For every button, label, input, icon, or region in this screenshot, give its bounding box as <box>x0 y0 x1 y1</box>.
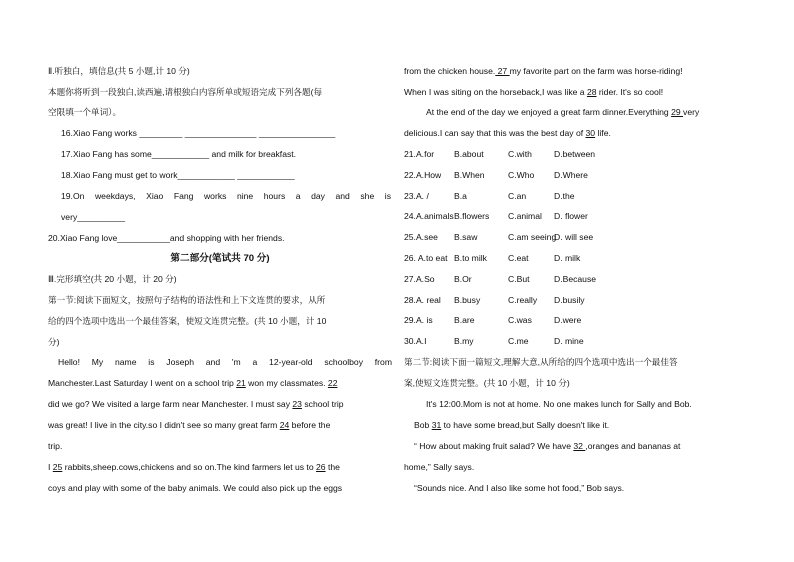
section-one-instruction-cont: 给的四个选项中选出一个最佳答案，使短文连贯完整。(共 10 小题，计 10 <box>48 316 327 326</box>
question-19: 19.On weekdays, Xiao Fang works nine hours a day and she is <box>61 191 391 201</box>
passage-line: “Sounds nice. And I also like some hot food,” Bob says. <box>414 483 625 493</box>
option-choice: D. mine <box>554 336 584 347</box>
passage-line: delicious.I can say that this was the best day of 30 life. <box>404 128 611 138</box>
option-choice: 26. A.to eat <box>404 253 448 263</box>
option-choice: B.a <box>454 190 467 201</box>
passage-line: I 25 rabbits,sheep.cows,chickens and so on.The kind farmers let us to 26 the <box>48 462 340 472</box>
passage-line: When I was siting on the horseback,I was like a 28 rider. It's so cool! <box>404 87 664 97</box>
blank-27: 27 <box>495 66 510 76</box>
passage-line: coys and play with some of the baby animals. We could also pick up the eggs <box>48 483 343 493</box>
option-choice: 21.A.for <box>404 149 435 159</box>
listening-heading: Ⅱ.听独白，填信息(共 5 小题,计 10 分) <box>48 66 190 76</box>
blank-21: 21 <box>236 378 246 388</box>
section-one-instruction: 第一节:阅读下面短文，按照句子结构的语法性和上下文连贯的要求，从所 <box>48 295 326 305</box>
option-choice: D. milk <box>554 253 581 263</box>
passage-line: from the chicken house. 27 my favorite part on the farm was horse-riding! <box>404 66 683 76</box>
option-choice: 30.A.I <box>404 336 427 347</box>
passage-line: Hello! My name is Joseph and 'm a 12-year-old schoolboy from <box>58 357 392 367</box>
option-choice: B.my <box>454 336 474 347</box>
passage-line: It's 12:00.Mom is not at home. No one makes lunch for Sally and Bob. <box>426 399 692 409</box>
option-choice: 27.A.So <box>404 273 435 284</box>
option-choice: 25.A.see <box>404 232 438 243</box>
blank-28: 28 <box>586 87 597 97</box>
blank-25: 25 <box>52 462 63 472</box>
option-choice: C.Who <box>508 169 535 180</box>
option-choice: C.But <box>508 273 530 284</box>
question-19-cont: very__________ <box>61 212 126 222</box>
option-choice: 29.A. is <box>404 315 433 326</box>
option-choice: 24.A.animals <box>404 211 454 222</box>
option-choice: B.are <box>454 315 475 326</box>
question-16: 16.Xiao Fang works _________ _______________ ________________ <box>61 128 336 138</box>
blank-32: 32 <box>573 441 586 451</box>
blank-24: 24 <box>279 420 290 430</box>
option-choice: B.saw <box>454 232 478 243</box>
option-choice: 23.A. / <box>404 190 429 201</box>
option-choice: C.with <box>508 149 532 159</box>
listening-instruction: 本题你将听到一段独白,读西遍,请根独白内容所单或短语完成下列各题(每 <box>48 87 323 97</box>
blank-29: 29 <box>671 107 684 117</box>
passage-line: did we go? We visited a large farm near Manchester. I must say 23 school trip <box>48 399 344 409</box>
passage-line: was great! I live in the city.so I didn't see so many great farm 24 before the <box>48 420 331 430</box>
question-20: 20.Xiao Fang love___________and shopping with her friends. <box>48 233 285 243</box>
option-choice: D. will see <box>554 232 594 243</box>
passage-line: Manchester.Last Saturday I went on a school trip 21 won my classmates. 22 <box>48 378 338 388</box>
blank-22: 22 <box>327 378 338 388</box>
option-choice: D.Because <box>554 273 597 284</box>
blank-26: 26 <box>316 462 326 472</box>
passage-line: trip. <box>48 441 63 451</box>
part-two-heading: 第二部分(笔试共 70 分) <box>170 253 270 264</box>
option-choice: B.Or <box>454 273 472 284</box>
option-choice: C.me <box>508 336 529 347</box>
section-two-instruction-cont: 案,使短文连贯完整。(共 10 小题，计 10 分) <box>404 378 570 388</box>
option-choice: B.busy <box>454 294 481 305</box>
section-one-instruction-end: 分) <box>48 337 60 347</box>
section-two-instruction: 第二节:阅读下面一篇短文,理解大意,从所给的四个选项中选出一个最佳答 <box>404 357 678 367</box>
option-choice: B.to milk <box>454 253 487 263</box>
blank-31: 31 <box>431 420 442 430</box>
option-choice: C.was <box>508 315 532 326</box>
listening-instruction-cont: 空限填一个单词）。 <box>48 107 122 117</box>
option-choice: D.Where <box>554 169 588 180</box>
option-choice: C.animal <box>508 211 542 222</box>
option-choice: B.about <box>454 149 484 159</box>
option-choice: C.an <box>508 190 527 201</box>
option-choice: D.the <box>554 190 575 201</box>
option-choice: 28.A. real <box>404 294 441 305</box>
option-choice: C.really <box>508 294 538 305</box>
option-choice: D.were <box>554 315 582 326</box>
option-choice: B.When <box>454 169 485 180</box>
blank-23: 23 <box>292 399 302 409</box>
cloze-heading: Ⅲ.完形填空(共 20 小题，计 20 分) <box>48 274 177 284</box>
passage-line: “ How about making fruit salad? We have 32 ,oranges and bananas at <box>414 441 681 451</box>
option-choice: C.am seeing <box>508 232 557 243</box>
blank-30: 30 <box>585 128 596 138</box>
option-choice: D.between <box>554 149 596 159</box>
option-choice: C.eat <box>508 253 529 263</box>
option-choice: 22.A.How <box>404 169 442 180</box>
question-18: 18.Xiao Fang must get to work____________ ____________ <box>61 170 295 180</box>
option-choice: D.busily <box>554 294 585 305</box>
passage-line: Bob 31 to have some bread,but Sally doesn't like it. <box>414 420 610 430</box>
option-choice: B.flowers <box>454 211 490 222</box>
question-17: 17.Xiao Fang has some____________ and milk for breakfast. <box>61 149 297 159</box>
option-choice: D. flower <box>554 211 588 222</box>
passage-line: At the end of the day we enjoyed a great farm dinner.Everything 29 very <box>426 107 700 117</box>
passage-line: home,” Sally says. <box>404 462 475 472</box>
